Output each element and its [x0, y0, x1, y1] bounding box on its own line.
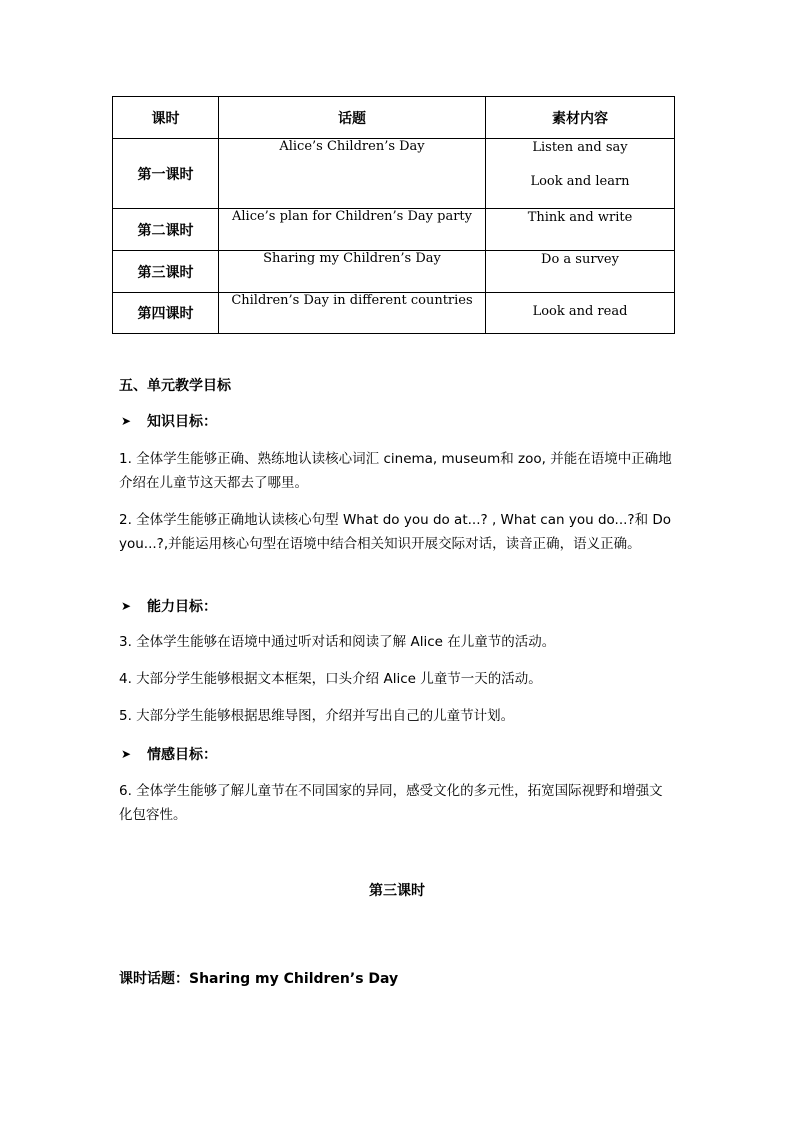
period-cell: 第二课时 [113, 209, 219, 251]
table-row [113, 251, 675, 293]
knowledge-goal-label: 知识目标： [147, 414, 217, 430]
goal-paragraph: 3. 全体学生能够在语境中通过听对话和阅读了解 Alice 在儿童节的活动。 [119, 634, 556, 650]
arrow-bullet-icon: ➤ [121, 747, 132, 761]
goal-paragraph: 2. 全体学生能够正确地认读核心句型 What do you do at...? , What can you do...?和 Do you...?,并能运用核心句型在语境中结合相关知识开展交际对话，读音正确，语义正确。 [119, 512, 672, 552]
table-header-cell: 话题 [219, 97, 486, 139]
knowledge-goal-heading [121, 411, 217, 431]
table-header-cell: 素材内容 [486, 97, 675, 139]
material-cell [486, 139, 675, 209]
period-cell: 第三课时 [113, 251, 219, 293]
arrow-bullet-icon: ➤ [121, 599, 132, 613]
goal-paragraph: 6. 全体学生能够了解儿童节在不同国家的异同，感受文化的多元性，拓宽国际视野和增强文化包容性。 [119, 783, 663, 823]
topic-cell: Alice’s Children’s Day [219, 139, 486, 209]
material-item: Listen and say [532, 140, 628, 155]
table-row [113, 209, 675, 251]
material-cell [486, 251, 675, 293]
table-header-row [113, 97, 675, 139]
emotion-goal-label: 情感目标： [147, 747, 217, 763]
material-cell [486, 209, 675, 251]
goal-paragraph: 5. 大部分学生能够根据思维导图，介绍并写出自己的儿童节计划。 [119, 708, 515, 724]
topic-cell: Children’s Day in different countries [219, 293, 486, 334]
lesson-topic-line: 课时话题：Sharing my Children’s Day [119, 971, 399, 987]
section-title: 五、单元教学目标 [119, 378, 231, 394]
period-cell: 第一课时 [113, 139, 219, 209]
table-header-cell: 课时 [113, 97, 219, 139]
topic-cell: Alice’s plan for Children’s Day party [219, 209, 486, 251]
goal-paragraph: 1. 全体学生能够正确、熟练地认读核心词汇 cinema, museum和 zoo, 并能在语境中正确地介绍在儿童节这天都去了哪里。 [119, 451, 672, 491]
lesson-heading: 第三课时 [369, 883, 425, 899]
material-item: Look and learn [530, 174, 630, 189]
lesson-table [112, 96, 675, 334]
goal-paragraph: 4. 大部分学生能够根据文本框架，口头介绍 Alice 儿童节一天的活动。 [119, 671, 542, 687]
emotion-goal-heading [121, 744, 217, 764]
ability-goal-heading [121, 596, 217, 616]
topic-cell: Sharing my Children’s Day [219, 251, 486, 293]
material-cell [486, 293, 675, 334]
ability-goal-label: 能力目标： [147, 599, 217, 615]
arrow-bullet-icon: ➤ [121, 414, 132, 428]
table-row [113, 139, 675, 209]
table-row [113, 293, 675, 334]
material-item: Do a survey [541, 252, 619, 267]
material-item: Think and write [527, 210, 633, 225]
period-cell: 第四课时 [113, 293, 219, 334]
material-item: Look and read [532, 304, 628, 319]
